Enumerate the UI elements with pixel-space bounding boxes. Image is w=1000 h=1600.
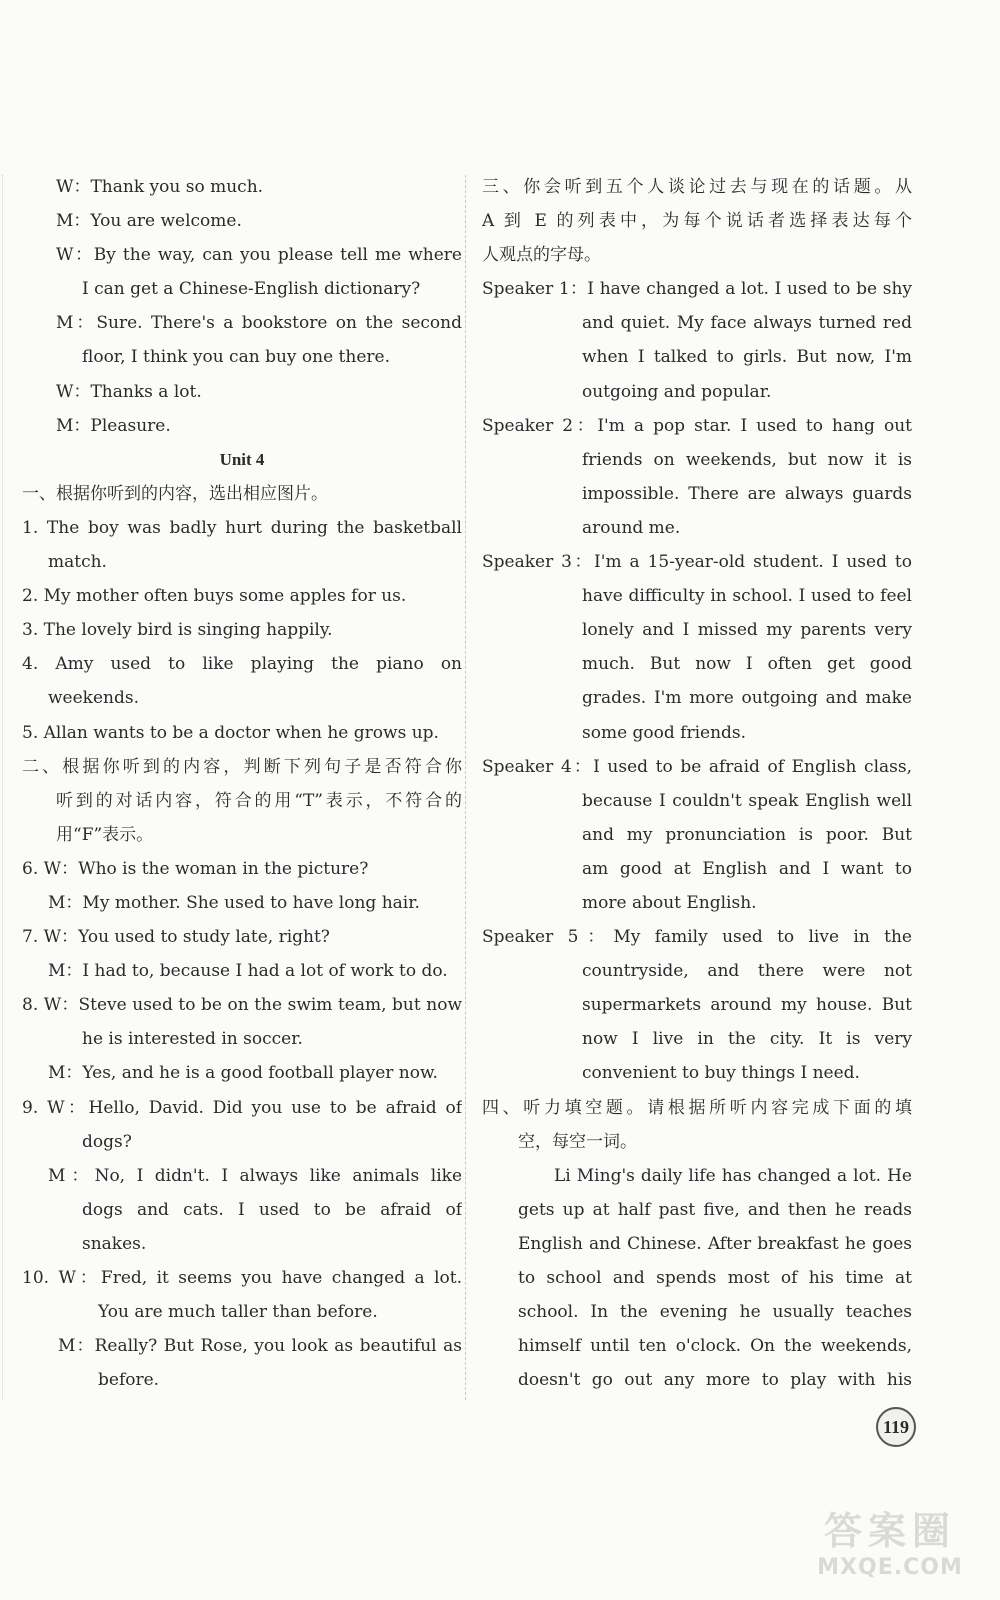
text-line: Speaker 1：I have changed a lot. I used to be shy: [482, 279, 912, 300]
text-line: Speaker 5：My family used to live in the: [482, 927, 912, 948]
text-line: himself until ten o'clock. On the weekends,: [518, 1336, 912, 1357]
text-line: and my pronunciation is poor. But: [582, 824, 912, 845]
page-number: 119: [876, 1407, 916, 1447]
text-line: more about English.: [582, 892, 757, 913]
column-divider: [465, 175, 466, 1400]
text-line: M：I had to, because I had a lot of work to do.: [48, 961, 448, 982]
text-line: and quiet. My face always turned red: [582, 313, 912, 334]
text-line: to school and spends most of his time at: [518, 1268, 912, 1288]
text-line: Speaker 4：I used to be afraid of English class,: [482, 756, 912, 777]
text-line: because I couldn't speak English well: [582, 790, 912, 811]
text-line: floor, I think you can buy one there.: [82, 347, 390, 368]
text-line: W：By the way, can you please tell me where: [56, 245, 462, 266]
text-line: W：Thank you so much.: [56, 177, 264, 197]
text-line: he is interested in soccer.: [82, 1029, 303, 1050]
text-line: 用“F”表示。: [56, 824, 154, 845]
text-line: M：My mother. She used to have long hair.: [48, 892, 420, 913]
text-line: countryside, and there were not: [582, 961, 912, 982]
text-line: A 到 E 的列表中，为每个说话者选择表达每个: [482, 211, 912, 232]
text-line: English and Chinese. After breakfast he goes: [518, 1233, 912, 1254]
text-line: around me.: [582, 517, 681, 538]
text-line: much. But now I often get good: [582, 654, 912, 675]
text-line: outgoing and popular.: [582, 381, 772, 402]
text-line: I can get a Chinese-English dictionary?: [82, 279, 421, 300]
text-line: convenient to buy things I need.: [582, 1063, 860, 1084]
text-line: 空，每空一词。: [518, 1131, 637, 1152]
text-line: W：Thanks a lot.: [56, 381, 202, 402]
text-line: snakes.: [82, 1233, 147, 1254]
unit-heading: Unit 4: [219, 449, 265, 469]
text-line: 3. The lovely bird is singing happily.: [22, 620, 333, 641]
text-line: M：Yes, and he is a good football player now.: [48, 1063, 438, 1084]
text-line: 4. Amy used to like playing the piano on: [22, 654, 462, 675]
page-edge: [2, 175, 3, 1400]
text-line: 二、根据你听到的内容，判断下列句子是否符合你: [22, 756, 462, 777]
text-line: match.: [48, 552, 107, 573]
watermark-text: 答案圈: [823, 1509, 956, 1553]
text-line: Li Ming's daily life has changed a lot. He: [554, 1165, 912, 1186]
text-line: M：No, I didn't. I always like animals like: [48, 1165, 462, 1186]
text-line: 一、根据你听到的内容，选出相应图片。: [22, 483, 328, 504]
text-line: supermarkets around my house. But: [582, 995, 912, 1016]
text-line: 5. Allan wants to be a doctor when he grows up.: [22, 722, 439, 743]
text-line: some good friends.: [582, 722, 747, 743]
text-line: 听到的对话内容，符合的用“T”表示，不符合的: [56, 790, 462, 811]
text-line: M：Pleasure.: [56, 415, 171, 436]
left-column: [22, 170, 462, 1397]
text-line: gets up at half past five, and then he reads: [518, 1199, 912, 1220]
text-line: 8. W：Steve used to be on the swim team, but now: [22, 995, 462, 1016]
text-line: school. In the evening he usually teaches: [518, 1302, 912, 1323]
text-line: friends on weekends, but now it is: [582, 449, 912, 470]
text-line: M：You are welcome.: [56, 211, 242, 232]
text-line: 6. W：Who is the woman in the picture?: [22, 858, 369, 879]
text-line: when I talked to girls. But now, I'm: [582, 347, 912, 368]
text-line: dogs?: [82, 1131, 132, 1152]
text-line: You are much taller than before.: [98, 1302, 378, 1323]
text-line: Speaker 3：I'm a 15-year-old student. I used to: [482, 552, 912, 573]
watermark-logo: [790, 1500, 990, 1595]
text-line: before.: [98, 1370, 160, 1391]
right-column: [482, 170, 912, 1397]
text-line: 2. My mother often buys some apples for us.: [22, 586, 407, 607]
text-line: lonely and I missed my parents very: [582, 620, 912, 641]
text-line: 三、你会听到五个人谈论过去与现在的话题。从: [482, 177, 912, 197]
text-line: 1. The boy was badly hurt during the basketball: [22, 517, 462, 538]
text-line: 人观点的字母。: [482, 245, 601, 266]
text-line: doesn't go out any more to play with his: [518, 1370, 912, 1391]
text-line: have difficulty in school. I used to feel: [582, 586, 912, 607]
text-line: grades. I'm more outgoing and make: [582, 688, 912, 709]
text-line: am good at English and I want to: [582, 858, 912, 879]
text-line: 四、听力填空题。请根据所听内容完成下面的填: [482, 1097, 912, 1118]
text-line: dogs and cats. I used to be afraid of: [82, 1199, 462, 1220]
text-line: impossible. There are always guards: [582, 483, 912, 504]
text-line: 10. W：Fred, it seems you have changed a lot.: [22, 1268, 462, 1288]
text-line: now I live in the city. It is very: [582, 1029, 912, 1050]
text-line: 9. W：Hello, David. Did you use to be afraid of: [22, 1097, 462, 1118]
text-line: Speaker 2：I'm a pop star. I used to hang out: [482, 415, 912, 436]
text-line: weekends.: [48, 688, 139, 709]
text-line: 7. W：You used to study late, right?: [22, 927, 330, 948]
watermark-url: MXQE.COM: [817, 1555, 963, 1580]
text-line: M：Sure. There's a bookstore on the second: [56, 313, 462, 334]
text-line: M：Really? But Rose, you look as beautiful as: [58, 1336, 462, 1357]
